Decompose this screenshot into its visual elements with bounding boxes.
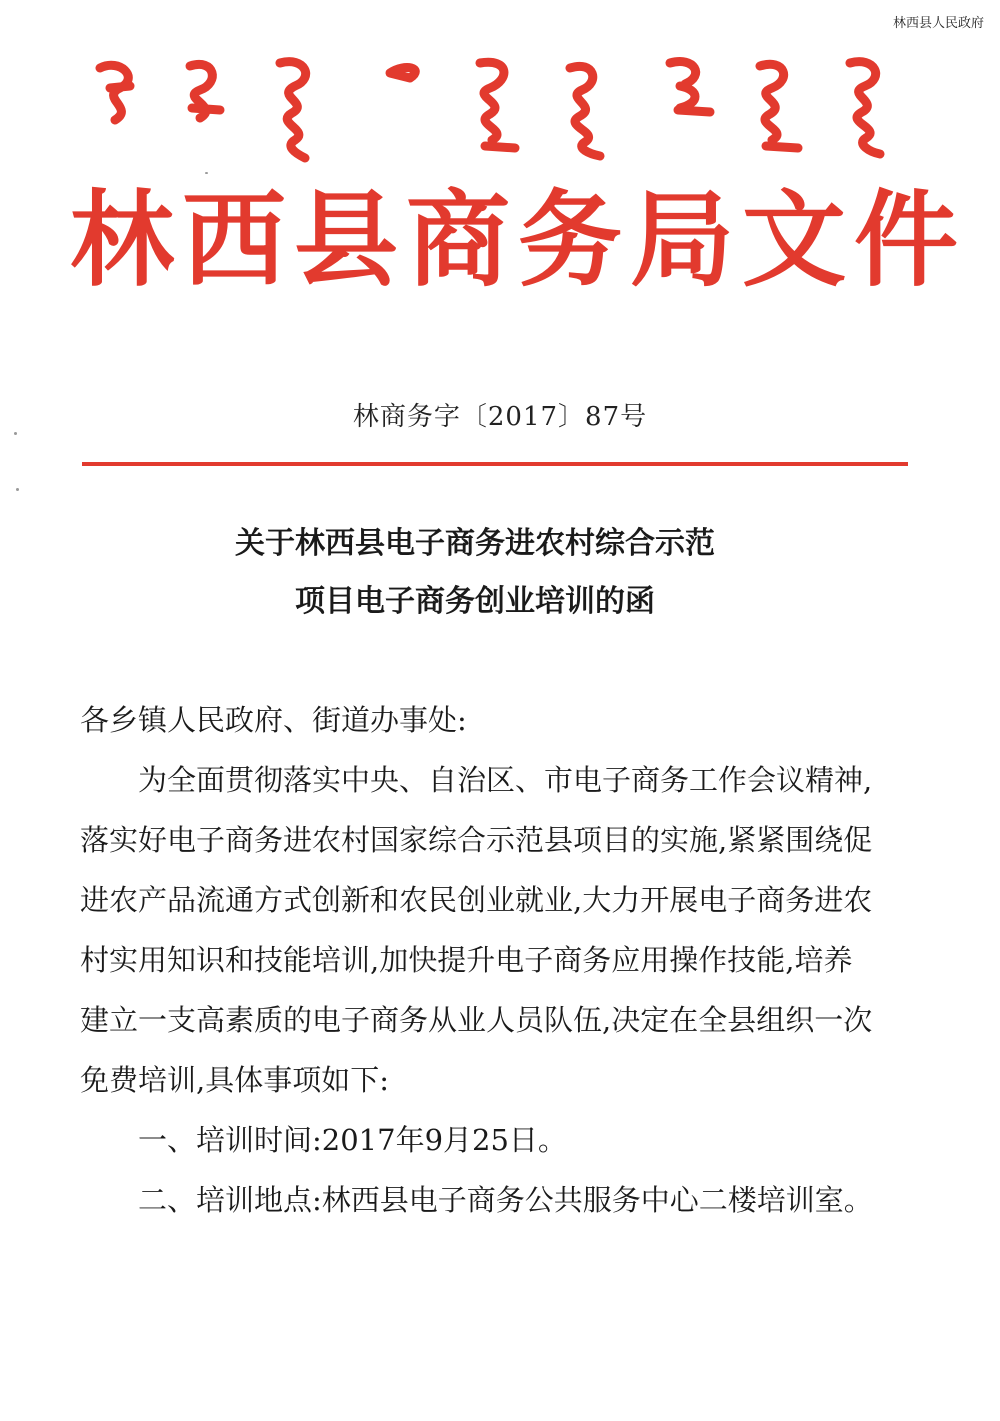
watermark: 林西县人民政府 (892, 16, 984, 31)
scan-mark (205, 172, 208, 174)
salutation: 各乡镇人民政府、街道办事处: (80, 703, 467, 737)
body-paragraph: 为全面贯彻落实中央、自治区、市电子商务工作会议精神,落实好电子商务进农村国家综合示范县项目的实施,紧紧围绕促进农产品流通方式创新和农民创业就业,大力开展电子商务进农村实用知识和技能培训,加快提升电子商务应用操作技能,培养建立一支高素质的电子商务从业人员队伍,决定在全县组织一次免费培训,具体事项如下: (80, 763, 873, 1097)
item-training-location: 二、培训地点:林西县电子商务公共服务中心二楼培训室。 (138, 1183, 873, 1217)
subject-line-2: 项目电子商务创业培训的函 (295, 584, 655, 619)
issuing-authority-title: 林西县商务局文件 (70, 179, 967, 301)
item-training-time: 一、培训时间:2017年9月25日。 (138, 1123, 567, 1157)
document-body (80, 690, 880, 1230)
document-number: 林商务字〔2017〕87号 (352, 402, 648, 432)
document-subject (0, 515, 950, 631)
subject-line-1: 关于林西县电子商务进农村综合示范 (235, 526, 715, 561)
red-divider-rule (82, 462, 908, 466)
scan-mark (16, 488, 19, 491)
mongolian-script-logo (80, 48, 920, 168)
scan-mark (14, 432, 17, 435)
